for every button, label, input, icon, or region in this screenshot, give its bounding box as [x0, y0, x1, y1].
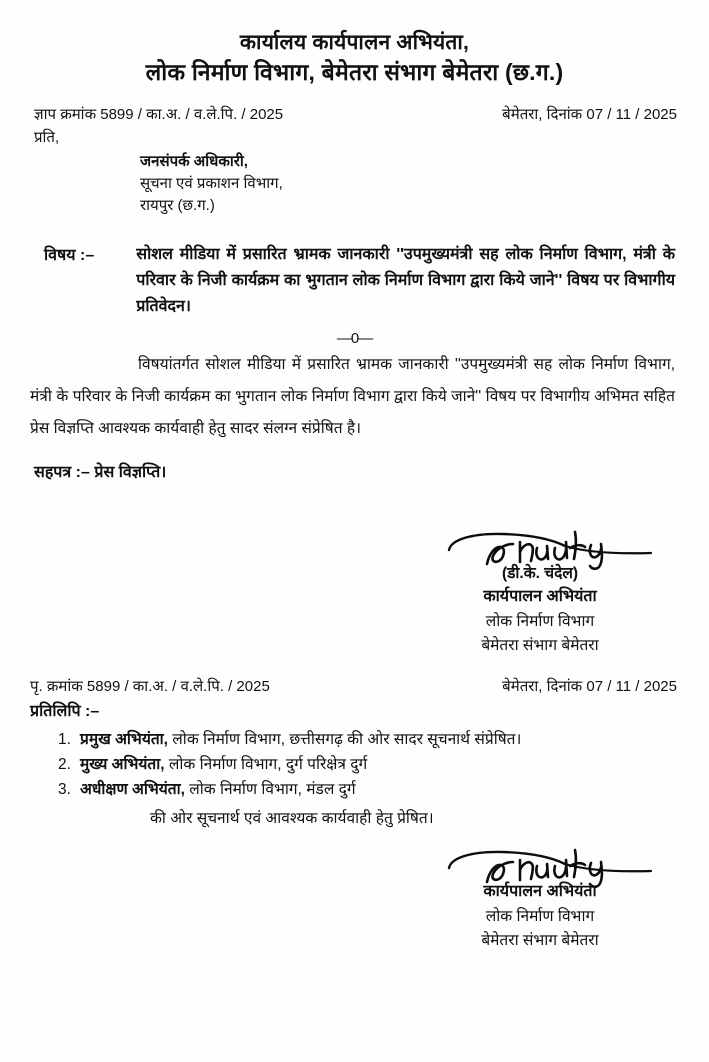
- signatory-designation: कार्यपालन अभियंता: [483, 883, 597, 900]
- handwritten-signature-icon: [390, 528, 690, 568]
- endorsement-closing-line: की ओर सूचनार्थ एवं आवश्यक कार्यवाही हेतु प्रेषित।: [150, 810, 434, 828]
- subject-label: विषय :–: [44, 247, 95, 265]
- office-title-line-2: लोक निर्माण विभाग, बेमेतरा संभाग बेमेतरा (छ.ग.): [145, 59, 564, 86]
- list-item: [58, 752, 709, 777]
- list-item-detail: लोक निर्माण विभाग, दुर्ग परिक्षेत्र दुर्ग: [164, 756, 368, 774]
- signature-block-top: [390, 528, 690, 658]
- list-item: [58, 777, 709, 802]
- addressee-city: रायपुर (छ.ग.): [140, 196, 215, 214]
- memo-number: ज्ञाप क्रमांक 5899 / का.अ. / व.ले.पि. / 2025: [34, 106, 284, 124]
- addressee-department: सूचना एवं प्रकाशन विभाग,: [140, 174, 283, 192]
- list-item-number: 1.: [58, 731, 71, 748]
- signature-block-bottom: [390, 846, 690, 953]
- endorsement-memo-number: पृ. क्रमांक 5899 / का.अ. / व.ले.पि. / 2025: [30, 678, 270, 695]
- place-and-date: बेमेतरा, दिनांक 07 / 11 / 2025: [502, 106, 677, 124]
- to-label: प्रति,: [34, 129, 60, 147]
- endorsement-reference-row: [0, 676, 709, 696]
- list-item-title: मुख्य अभियंता,: [80, 756, 165, 774]
- list-item-number: 2.: [58, 756, 71, 774]
- letterhead: [0, 0, 709, 88]
- addressee-block: [0, 151, 709, 216]
- handwritten-signature-icon: [390, 846, 690, 886]
- copy-to-label: प्रतिलिपि :–: [30, 703, 100, 720]
- signatory-department: लोक निर्माण विभाग: [485, 613, 595, 631]
- section-separator: —0—: [336, 330, 373, 348]
- list-item-title: प्रमुख अभियंता,: [80, 731, 168, 748]
- signatory-division: बेमेतरा संभाग बेमेतरा: [481, 931, 599, 949]
- signatory-division: बेमेतरा संभाग बेमेतरा: [481, 637, 599, 655]
- signatory-name: (डी.के. चंदेल): [501, 565, 579, 582]
- list-item-number: 3.: [58, 781, 71, 799]
- addressee-designation: जनसंपर्क अधिकारी,: [140, 153, 248, 171]
- endorsement-place-and-date: बेमेतरा, दिनांक 07 / 11 / 2025: [502, 678, 677, 695]
- body-paragraph: विषयांतर्गत सोशल मीडिया में प्रसारित भ्रामक जानकारी ''उपमुख्यमंत्री सह लोक निर्माण विभाग, मंत्री के परिवार के निजी कार्यक्रम का भुगतान लोक निर्माण विभाग द्वारा किये जाने'' विषय पर विभागीय अभिमत सहित प्रेस विज्ञप्ति आवश्यक कार्यवाही हेतु सादर संलग्न संप्रेषित है।: [30, 356, 675, 437]
- list-item-detail: लोक निर्माण विभाग, छत्तीसगढ़ की ओर सादर सूचनार्थ संप्रेषित।: [167, 731, 522, 748]
- list-item-detail: लोक निर्माण विभाग, मंडल दुर्ग: [184, 781, 356, 799]
- copy-recipient-list: [0, 727, 709, 802]
- subject-block: [0, 242, 709, 320]
- list-item-text: [80, 752, 709, 777]
- subject-text: सोशल मीडिया में प्रसारित भ्रामक जानकारी ''उपमुख्यमंत्री सह लोक निर्माण विभाग, मंत्री के परिवार के निजी कार्यक्रम का भुगतान लोक निर्माण विभाग द्वारा किये जाने'' विषय पर विभागीय प्रतिवेदन।: [136, 246, 675, 316]
- list-item: [58, 727, 709, 752]
- signatory-designation: कार्यपालन अभियंता: [483, 588, 597, 606]
- endorsement-section: [0, 676, 709, 828]
- enclosure-line: सहपत्र :– प्रेस विज्ञप्ति।: [34, 464, 167, 482]
- office-title-line-1: कार्यालय कार्यपालन अभियंता,: [239, 31, 470, 54]
- reference-row: [0, 104, 709, 124]
- list-item-text: [80, 727, 709, 752]
- list-item-title: अधीक्षण अभियंता,: [80, 781, 185, 799]
- list-item-text: [80, 777, 709, 802]
- signatory-department: लोक निर्माण विभाग: [485, 907, 595, 925]
